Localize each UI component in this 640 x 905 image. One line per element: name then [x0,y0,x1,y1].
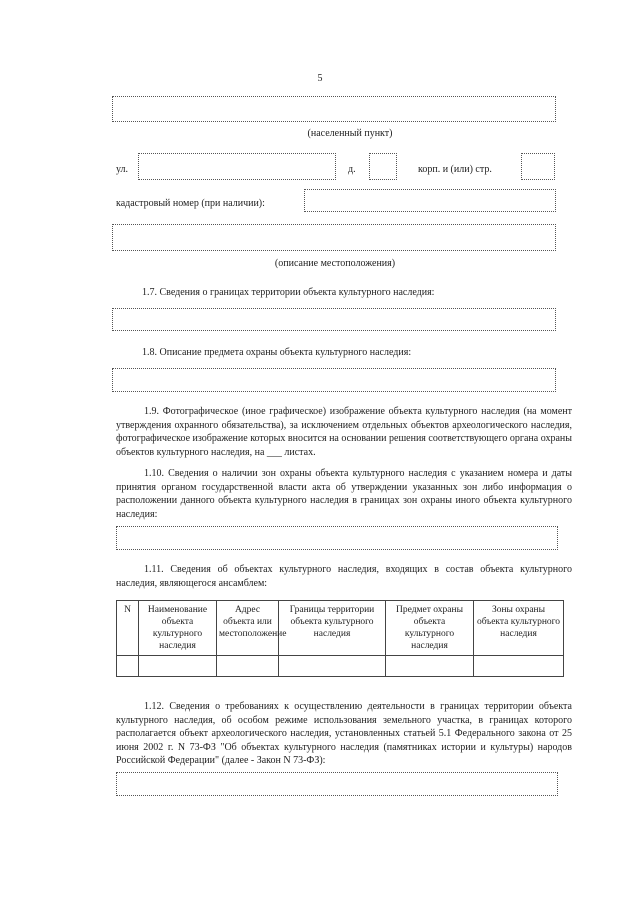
building-field[interactable] [521,153,555,180]
column-header: Адрес объекта или местоположение [217,601,279,656]
table-cell[interactable] [474,656,564,677]
table-cell[interactable] [217,656,279,677]
table-cell[interactable] [117,656,139,677]
cadastral-field[interactable] [304,189,556,212]
section-1-12: 1.12. Сведения о требованиях к осуществлению деятельности в границах территории объекта культурного наследия, об особом режиме использования земельного участка, в границах которого располагается объект археологического наследия, установленных статьей 5.1 Федерального закона от 25 июня 2002 г. N 73-ФЗ "Об объектах культурного наследия (памятниках истории и культуры) народов Российской Федерации" (далее - Закон N 73-ФЗ): [116,701,572,766]
house-label: д. [348,164,356,175]
section-1-8: 1.8. Описание предмета охраны объекта культурного наследия: [142,347,412,358]
column-header: Границы территории объекта культурного наследия [279,601,386,656]
requirements-field[interactable] [116,772,558,796]
cadastral-label: кадастровый номер (при наличии): [116,198,265,209]
table-cell[interactable] [139,656,217,677]
table-row[interactable] [117,656,564,677]
locality-caption: (населенный пункт) [307,128,393,139]
boundaries-field[interactable] [112,308,556,331]
ensemble-objects-table [116,600,564,677]
locality-field[interactable] [112,96,556,122]
table-cell[interactable] [279,656,386,677]
page-number: 5 [317,73,323,84]
column-header: Наименование объекта культурного наследия [139,601,217,656]
location-field[interactable] [112,224,556,251]
column-header: N [117,601,139,656]
table-header-row [117,601,564,656]
building-label: корп. и (или) стр. [418,164,492,175]
house-field[interactable] [369,153,397,180]
protection-subject-field[interactable] [112,368,556,392]
street-field[interactable] [138,153,336,180]
protection-zones-field[interactable] [116,526,558,550]
section-1-9: 1.9. Фотографическое (иное графическое) изображение объекта культурного наследия (на момент утверждения охранного обязательства), за исключением отдельных объектов археологического наследия, фотографическое изображение которых вносится на основании решения соответствующего органа охраны объектов культурного наследия, на ___ листах. [116,406,572,458]
section-1-11: 1.11. Сведения об объектах культурного наследия, входящих в состав объекта культурного наследия, являющегося ансамблем: [116,564,572,589]
section-1-7: 1.7. Сведения о границах территории объекта культурного наследия: [142,287,435,298]
table-cell[interactable] [386,656,474,677]
column-header: Предмет охраны объекта культурного наследия [386,601,474,656]
column-header: Зоны охраны объекта культурного наследия [474,601,564,656]
street-label: ул. [116,164,129,175]
location-caption: (описание местоположения) [274,258,396,269]
section-1-10: 1.10. Сведения о наличии зон охраны объекта культурного наследия с указанием номера и даты принятия органом государственной власти акта об утверждении указанных зон либо информация о расположении данного объекта культурного наследия в границах зон охраны иного объекта культурного наследия: [116,468,572,520]
